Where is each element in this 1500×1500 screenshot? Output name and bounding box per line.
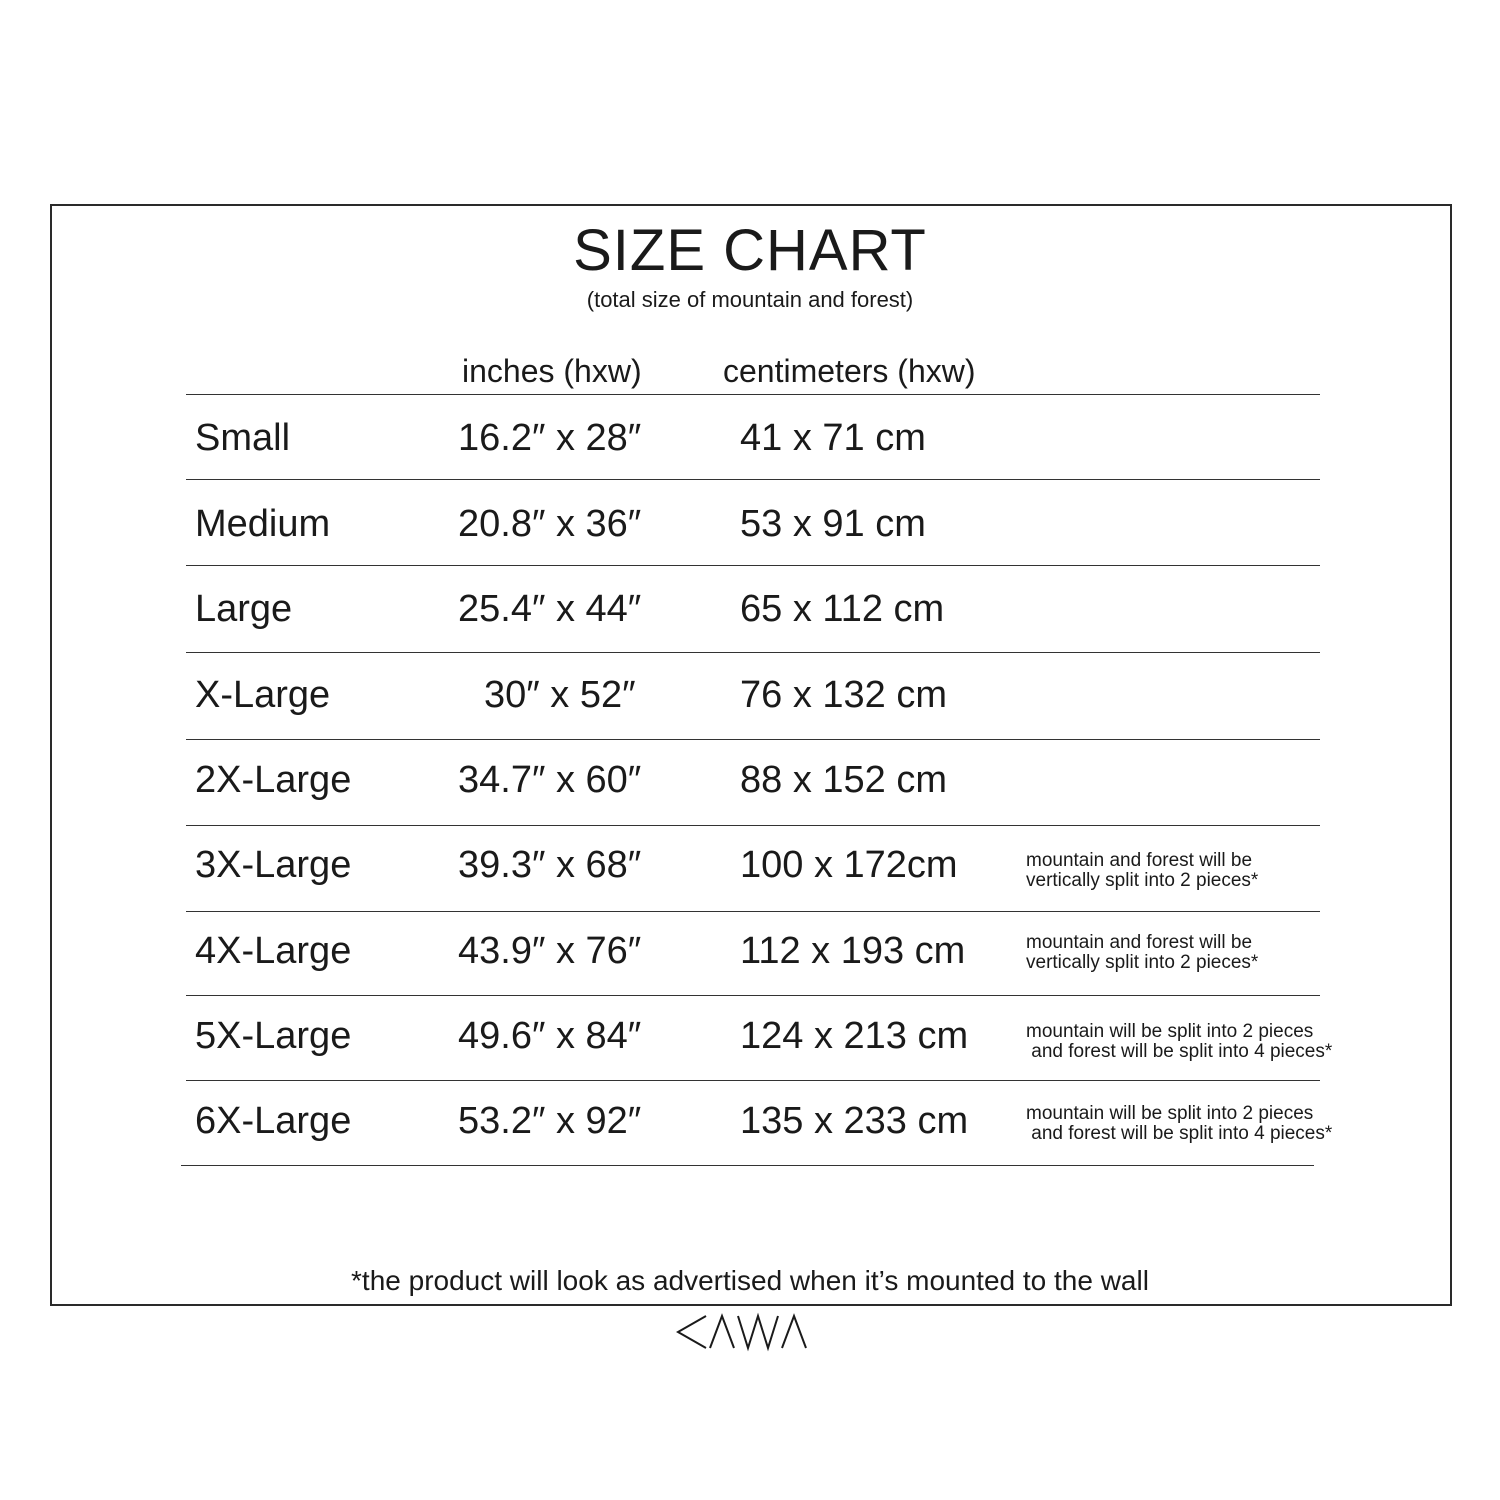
table-bottom-divider (181, 1165, 1314, 1166)
page-subtitle: (total size of mountain and forest) (586, 287, 914, 312)
row-inches-large: 25.4″ x 44″ (458, 588, 642, 630)
row-note-5x-large: mountain will be split into 2 pieces and forest will be split into 4 pieces* (1026, 1021, 1333, 1062)
row-divider (186, 825, 1320, 826)
row-cm-6x-large: 135 x 233 cm (740, 1100, 969, 1142)
row-inches-5x-large: 49.6″ x 84″ (458, 1015, 642, 1057)
row-cm-x-large: 76 x 132 cm (740, 674, 947, 716)
row-size-3x-large: 3X-Large (195, 844, 352, 886)
row-inches-6x-large: 53.2″ x 92″ (458, 1100, 642, 1142)
row-cm-5x-large: 124 x 213 cm (740, 1015, 969, 1057)
column-header-inches: inches (hxw) (462, 353, 642, 389)
row-inches-3x-large: 39.3″ x 68″ (458, 844, 642, 886)
row-cm-4x-large: 112 x 193 cm (740, 930, 966, 972)
row-divider (186, 565, 1320, 566)
row-cm-2x-large: 88 x 152 cm (740, 759, 947, 801)
row-cm-small: 41 x 71 cm (740, 417, 926, 459)
row-inches-small: 16.2″ x 28″ (458, 417, 642, 459)
row-size-4x-large: 4X-Large (195, 930, 352, 972)
row-note-6x-large: mountain will be split into 2 pieces and forest will be split into 4 pieces* (1026, 1103, 1333, 1144)
kawa-logo-icon (676, 1312, 818, 1352)
row-cm-3x-large: 100 x 172cm (740, 844, 958, 886)
row-divider (186, 1080, 1320, 1081)
row-inches-4x-large: 43.9″ x 76″ (458, 930, 642, 972)
footnote: *the product will look as advertised when it’s mounted to the wall (351, 1265, 1149, 1296)
row-size-large: Large (195, 588, 293, 630)
row-divider (186, 995, 1320, 996)
row-size-x-large: X-Large (195, 674, 331, 716)
row-divider (186, 739, 1320, 740)
row-inches-x-large: 30″ x 52″ (484, 674, 636, 716)
row-size-6x-large: 6X-Large (195, 1100, 352, 1142)
row-inches-medium: 20.8″ x 36″ (458, 503, 642, 545)
header-divider (186, 394, 1320, 395)
row-size-2x-large: 2X-Large (195, 759, 352, 801)
row-cm-medium: 53 x 91 cm (740, 503, 926, 545)
row-note-4x-large: mountain and forest will be vertically split into 2 pieces* (1026, 932, 1259, 973)
row-size-5x-large: 5X-Large (195, 1015, 352, 1057)
row-inches-2x-large: 34.7″ x 60″ (458, 759, 642, 801)
row-divider (186, 911, 1320, 912)
row-divider (186, 479, 1320, 480)
row-note-3x-large: mountain and forest will be vertically split into 2 pieces* (1026, 850, 1259, 891)
page-title: SIZE CHART (573, 218, 927, 283)
row-cm-large: 65 x 112 cm (740, 588, 945, 630)
row-divider (186, 652, 1320, 653)
row-size-medium: Medium (195, 503, 331, 545)
row-size-small: Small (195, 417, 291, 459)
column-header-centimeters: centimeters (hxw) (723, 353, 976, 389)
